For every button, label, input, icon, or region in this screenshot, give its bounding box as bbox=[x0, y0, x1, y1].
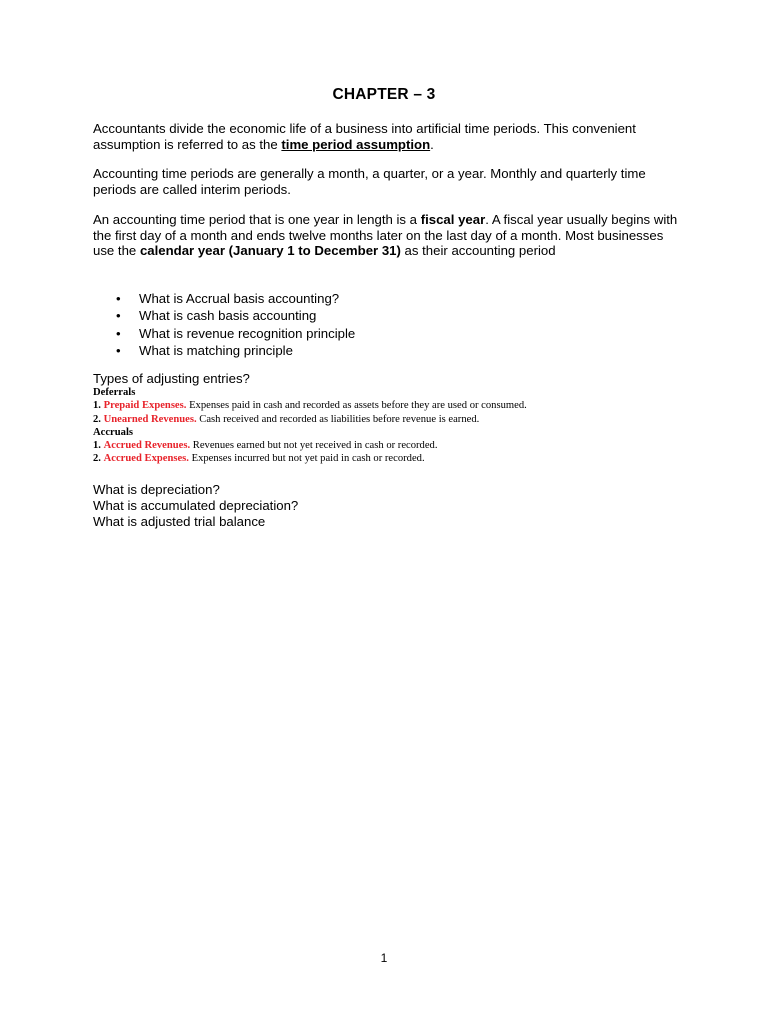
p3-bold-fiscal-year: fiscal year bbox=[420, 212, 486, 227]
entry-number: 1. bbox=[93, 400, 101, 412]
question-adjusted-trial-balance: What is adjusted trial balance bbox=[93, 513, 266, 529]
paragraph-time-period-assumption bbox=[93, 121, 683, 152]
p1-text-before: Accountants divide the economic life of a business into artificial time periods. This convenient assumption is referred to as the bbox=[93, 121, 636, 152]
entry-term: Unearned Revenues. bbox=[103, 413, 197, 425]
p3-text-before: An accounting time period that is one year in length is a bbox=[93, 212, 421, 227]
list-item bbox=[116, 290, 355, 307]
bullet-icon: • bbox=[116, 342, 121, 358]
entry-description: Cash received and recorded as liabilities before revenue is earned. bbox=[199, 413, 480, 425]
entry-description: Expenses paid in cash and recorded as assets before they are used or consumed. bbox=[189, 400, 527, 412]
entry-term: Accrued Expenses. bbox=[103, 453, 189, 465]
page-number: 1 bbox=[380, 951, 388, 965]
entry-description: Expenses incurred but not yet paid in cash or recorded. bbox=[191, 453, 425, 465]
list-item bbox=[116, 325, 355, 342]
accrual-entry bbox=[93, 452, 527, 465]
bullet-icon: • bbox=[116, 291, 121, 306]
paragraph-accounting-periods: Accounting time periods are generally a month, a quarter, or a year. Monthly and quarterly time periods are called interim periods. bbox=[93, 166, 646, 197]
list-item-text: What is matching principle bbox=[139, 342, 293, 358]
chapter-title: CHAPTER – 3 bbox=[332, 86, 436, 103]
entry-term: Prepaid Expenses. bbox=[103, 400, 187, 412]
closing-questions bbox=[93, 482, 298, 529]
entry-number: 2. bbox=[93, 413, 101, 425]
p3-bold-calendar-year: calendar year (January 1 to December 31) bbox=[139, 243, 401, 258]
accruals-heading: Accruals bbox=[93, 426, 134, 438]
question-accumulated-depreciation: What is accumulated depreciation? bbox=[93, 497, 299, 513]
entry-number: 1. bbox=[93, 440, 101, 452]
bullet-icon: • bbox=[116, 325, 121, 341]
deferral-entry bbox=[93, 399, 527, 412]
deferral-entry bbox=[93, 413, 527, 426]
accrual-entry bbox=[93, 439, 527, 452]
list-item-text: What is cash basis accounting bbox=[139, 308, 317, 324]
entry-term: Accrued Revenues. bbox=[103, 440, 191, 452]
adjusting-entries-block bbox=[93, 386, 527, 466]
question-bullet-list bbox=[116, 290, 355, 359]
list-item-text: What is revenue recognition principle bbox=[139, 325, 356, 341]
list-item bbox=[116, 307, 355, 324]
entry-number: 2. bbox=[93, 453, 101, 465]
question-depreciation: What is depreciation? bbox=[93, 482, 220, 497]
list-item-text: What is Accrual basis accounting? bbox=[139, 291, 340, 306]
p1-emphasis: time period assumption bbox=[281, 136, 431, 152]
paragraph-fiscal-year bbox=[93, 212, 683, 259]
p3-text-after: as their accounting period bbox=[400, 243, 556, 258]
entry-description: Revenues earned but not yet received in cash or recorded. bbox=[192, 440, 438, 452]
adjusting-entries-question: Types of adjusting entries? bbox=[93, 371, 250, 386]
p3-text-mid: . A fiscal year usually begins with the first day of a month and ends twelve months later on the last day of a month. Most businesses use the bbox=[93, 212, 678, 258]
list-item bbox=[116, 342, 355, 359]
deferrals-heading: Deferrals bbox=[93, 387, 136, 398]
bullet-icon: • bbox=[116, 308, 121, 324]
p1-text-after: . bbox=[430, 136, 434, 152]
